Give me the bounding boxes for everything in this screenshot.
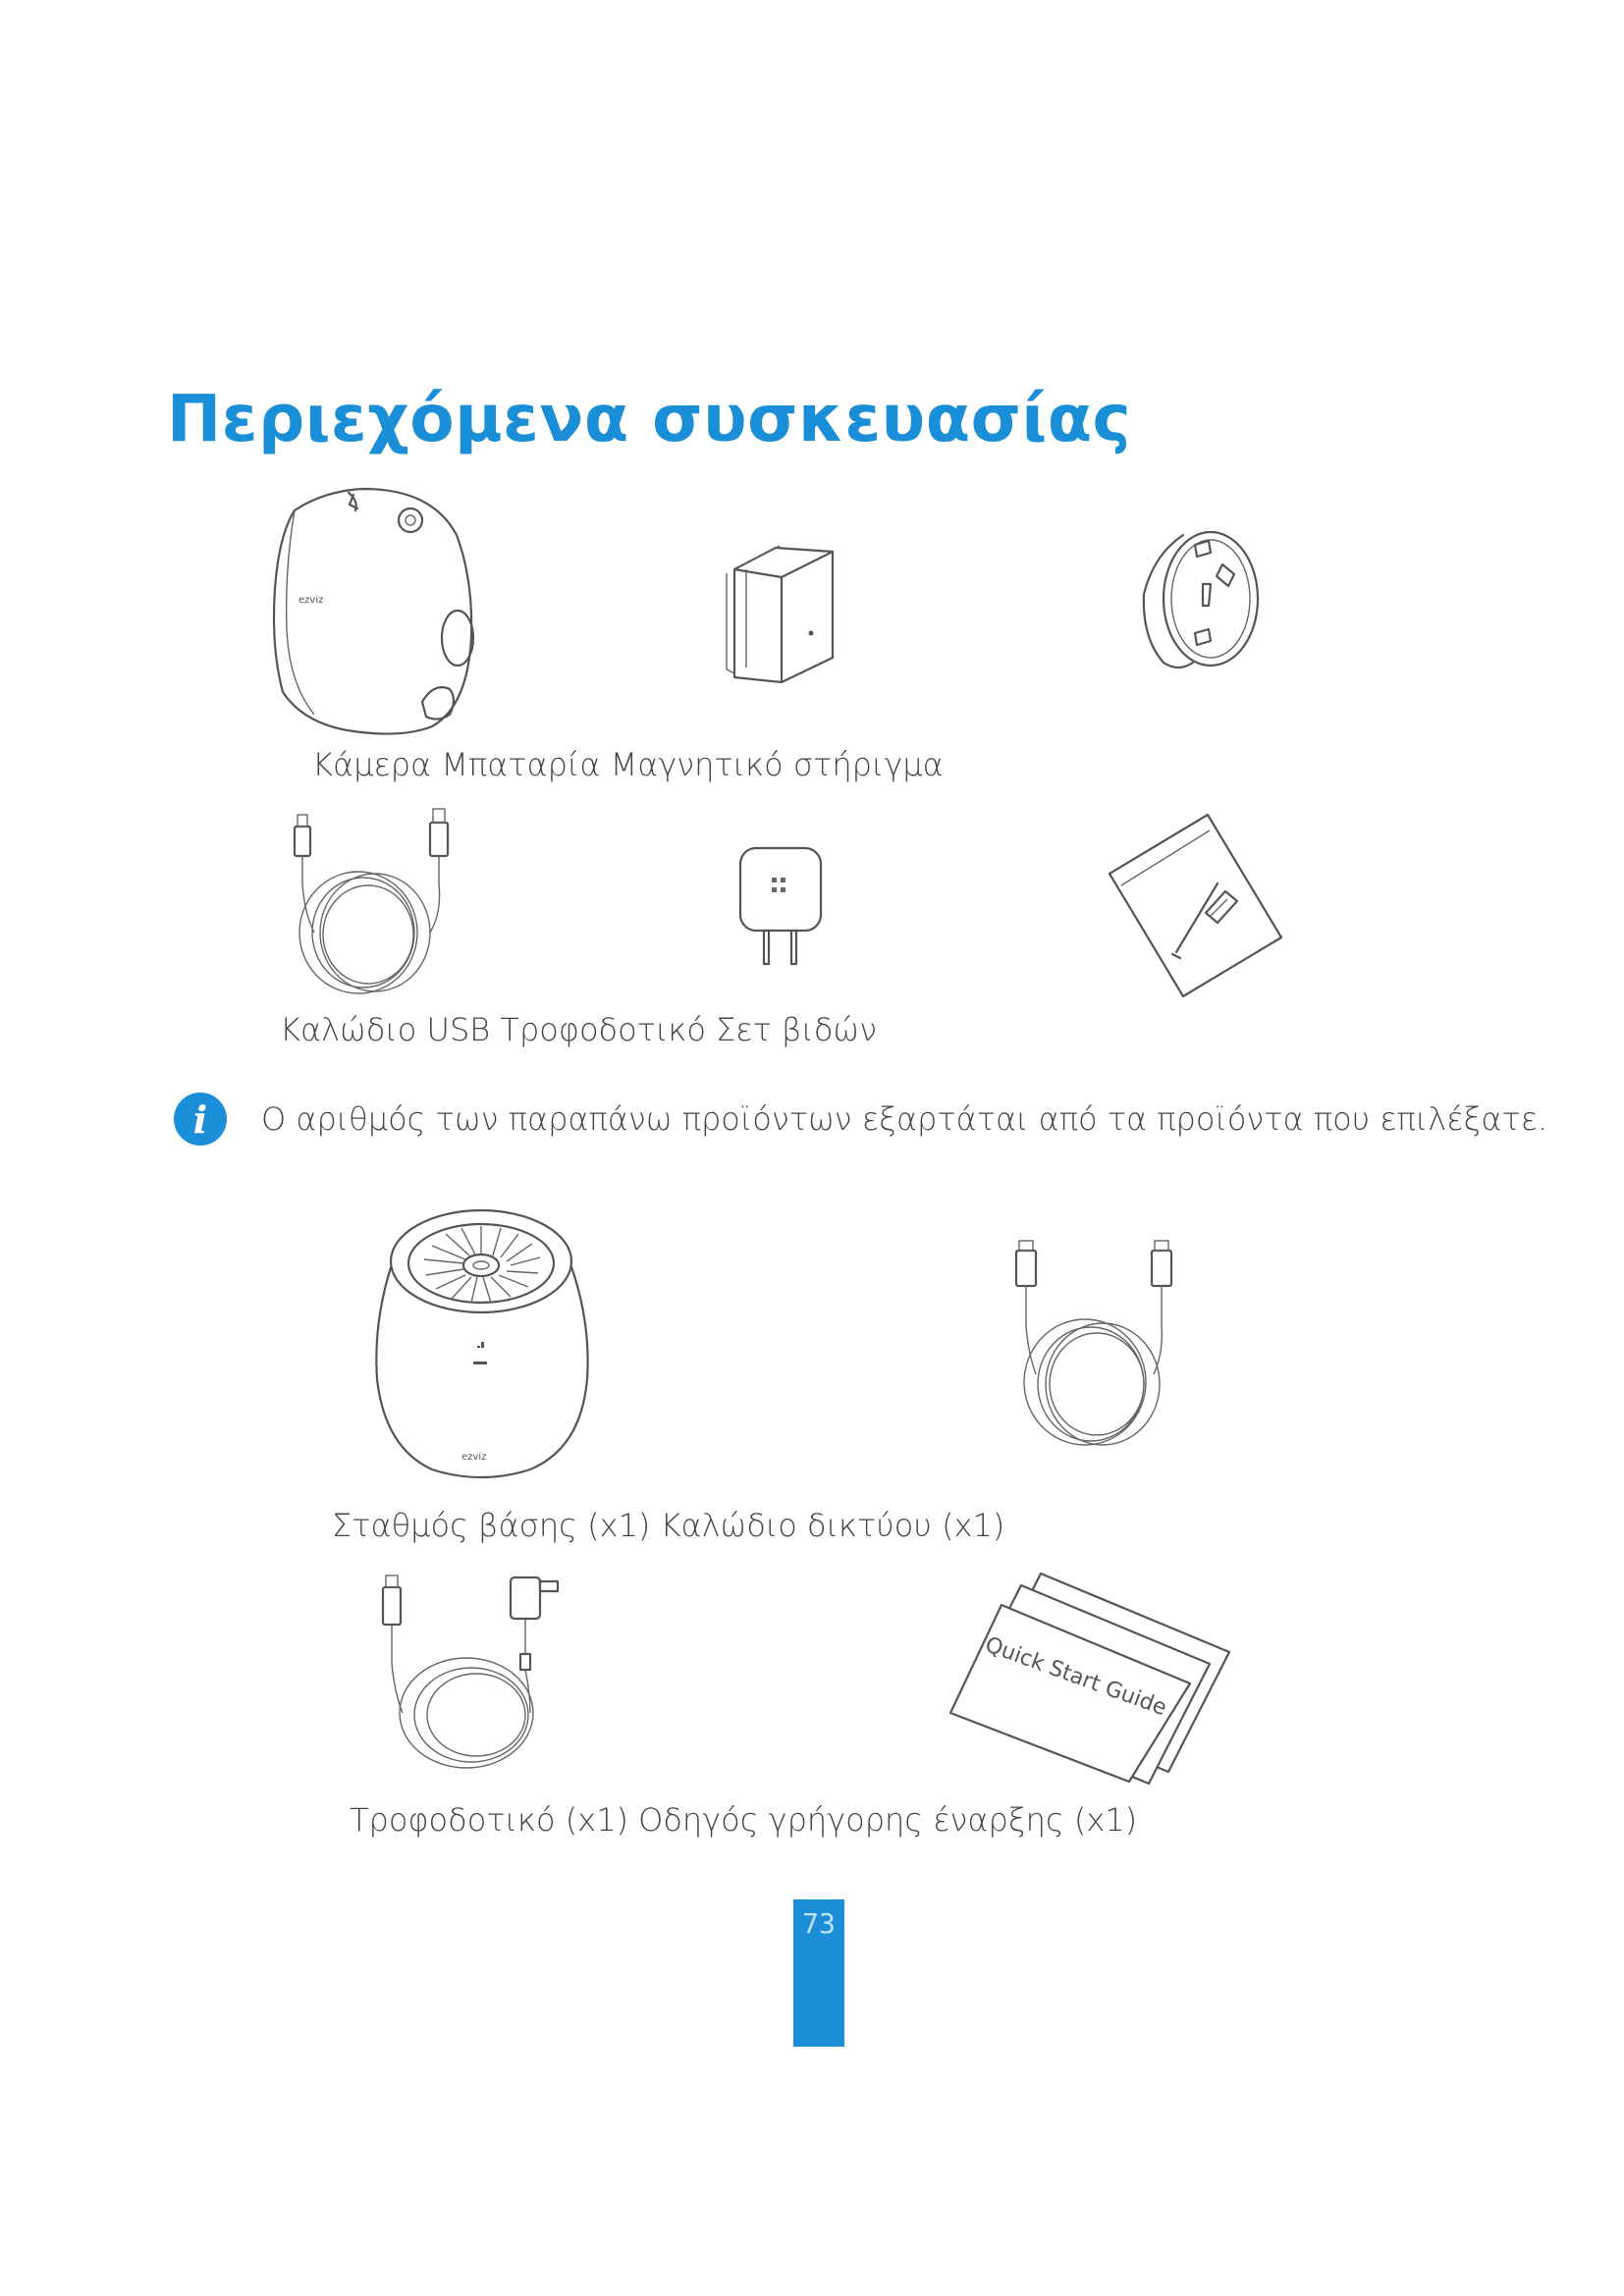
- caption-row3: Σταθμός βάσης (x1) Καλώδιο δικτύου (x1): [332, 1507, 1005, 1544]
- camera-logo: ezviz: [298, 595, 324, 606]
- note-row: [173, 1090, 1547, 1148]
- quick-start-guide-icon: [952, 1566, 1237, 1791]
- base-station-icon: [363, 1202, 599, 1487]
- screw-kit-illustration: [1100, 805, 1286, 1001]
- caption-row1: Κάμερα Μπαταρία Μαγνητικό στήριγμα: [312, 746, 944, 783]
- battery-illustration: [725, 540, 842, 687]
- network-cable-illustration: [1006, 1237, 1183, 1453]
- caption-row2: Καλώδιο USB Τροφοδοτικό Σετ βιδών: [280, 1011, 878, 1048]
- magnetic-mount-illustration: [1134, 525, 1262, 672]
- network-cable-icon: [1006, 1237, 1183, 1453]
- quick-start-guide-illustration: [952, 1566, 1237, 1791]
- info-icon-glyph: i: [192, 1097, 208, 1142]
- note-text: Ο αριθμός των παραπάνω προϊόντων εξαρτάται από τα προϊόντα που επιλέξατε.: [261, 1100, 1548, 1138]
- battery-icon: [725, 540, 842, 687]
- base-logo: ezviz: [461, 1452, 487, 1463]
- camera-icon: [265, 481, 481, 746]
- power-supply-icon: [373, 1566, 579, 1772]
- usb-cable-illustration: [285, 805, 471, 1001]
- power-supply-illustration: [373, 1566, 579, 1772]
- screw-kit-icon: [1100, 805, 1286, 1001]
- guide-cover-text: Quick Start Guide: [981, 1632, 1170, 1722]
- power-adapter-illustration: [736, 844, 825, 972]
- usb-cable-icon: [285, 805, 471, 1001]
- caption-row4: Τροφοδοτικό (x1) Οδηγός γρήγορης έναρξης (x1): [350, 1801, 1138, 1839]
- info-icon: [173, 1092, 228, 1147]
- page-title: Περιεχόμενα συσκευασίας: [167, 381, 1132, 456]
- camera-illustration: [265, 481, 481, 746]
- power-adapter-icon: [736, 844, 825, 972]
- base-station-illustration: [363, 1202, 599, 1487]
- magnetic-mount-icon: [1134, 525, 1262, 672]
- page-number: 73: [802, 1907, 836, 1940]
- page-number-tab: [793, 1899, 844, 2047]
